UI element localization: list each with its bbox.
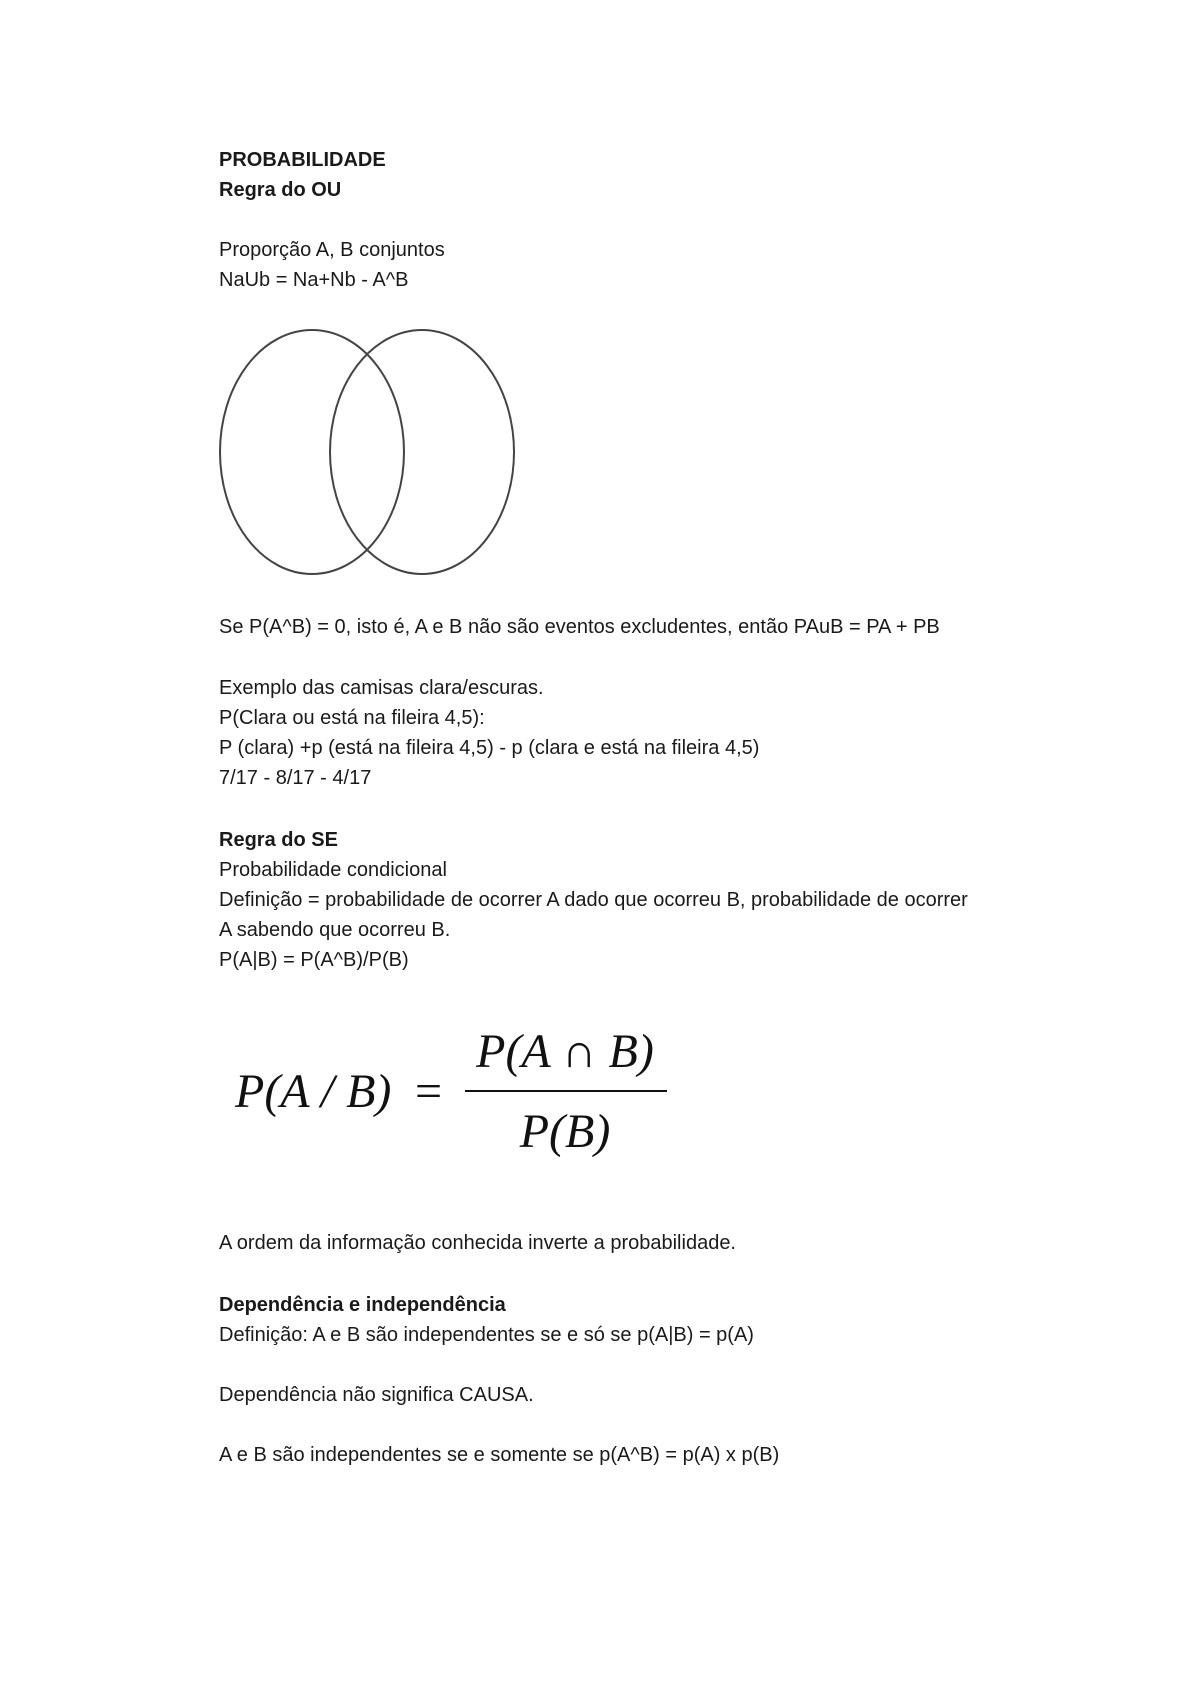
formula-denominator: P(B) — [519, 1105, 611, 1158]
formula-probabilidade-condicional — [235, 1022, 685, 1182]
text-ordem-informacao: A ordem da informação conhecida inverte a probabilidade. — [219, 1232, 736, 1254]
text-definicao-linha1: Definição = probabilidade de ocorrer A dado que ocorreu B, probabilidade de ocorrer — [219, 889, 968, 911]
text-formula-condicional: P(A|B) = P(A^B)/P(B) — [219, 949, 409, 971]
text-definicao-independencia: Definição: A e B são independentes se e só se p(A|B) = p(A) — [219, 1324, 754, 1346]
text-exemplo-expressao: P (clara) +p (está na fileira 4,5) - p (clara e está na fileira 4,5) — [219, 737, 760, 759]
text-exemplo-intro: Exemplo das camisas clara/escuras. — [219, 677, 544, 699]
text-proporcao: Proporção A, B conjuntos — [219, 239, 445, 261]
text-exemplo-valores: 7/17 - 8/17 - 4/17 — [219, 767, 372, 789]
venn-circle-a — [220, 330, 404, 574]
text-regra-produto: A e B são independentes se e somente se p(A^B) = p(A) x p(B) — [219, 1444, 780, 1466]
formula-numerator: P(A ∩ B) — [476, 1025, 654, 1078]
formula-fraction-bar — [465, 1090, 667, 1092]
document-title: PROBABILIDADE — [219, 149, 386, 171]
formula-equals: = — [415, 1065, 443, 1118]
heading-regra-se: Regra do SE — [219, 829, 338, 851]
text-formula-uniao: NaUb = Na+Nb - A^B — [219, 269, 409, 291]
text-exemplo-pergunta: P(Clara ou está na fileira 4,5): — [219, 707, 485, 729]
venn-circle-b — [330, 330, 514, 574]
text-probabilidade-condicional: Probabilidade condicional — [219, 859, 447, 881]
formula-lhs: P(A / B) — [235, 1065, 392, 1118]
text-dependencia-causa: Dependência não significa CAUSA. — [219, 1384, 534, 1406]
heading-dependencia: Dependência e independência — [219, 1294, 506, 1316]
venn-diagram — [216, 326, 526, 586]
heading-regra-ou: Regra do OU — [219, 179, 342, 201]
text-eventos-excludentes: Se P(A^B) = 0, isto é, A e B não são eventos excludentes, então PAuB = PA + PB — [219, 616, 940, 638]
text-definicao-linha2: A sabendo que ocorreu B. — [219, 919, 451, 941]
